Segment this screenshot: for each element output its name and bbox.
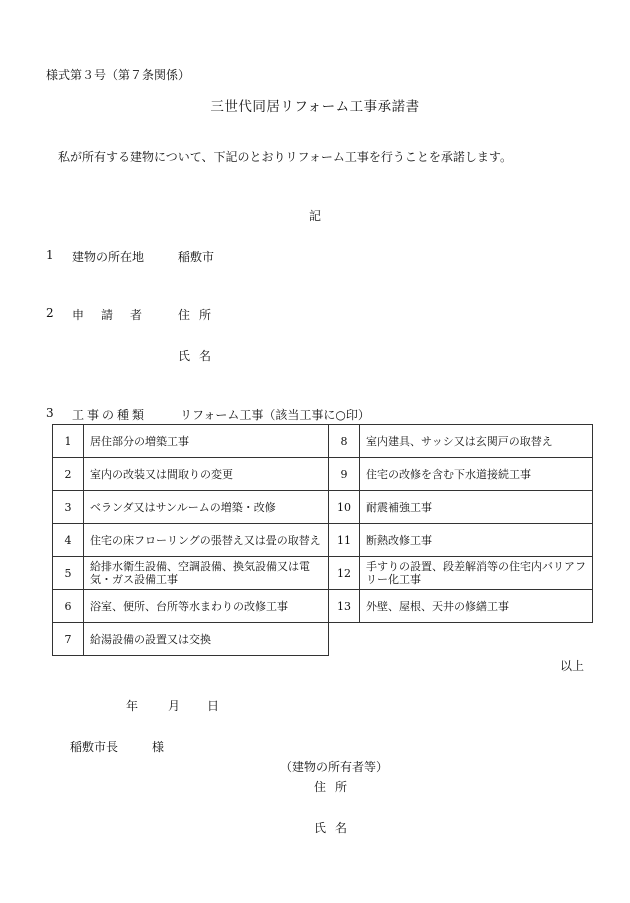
- work-type: 断熱改修工事: [360, 524, 593, 557]
- addressee: 稲敷市長: [70, 740, 119, 754]
- form-number: 様式第３号（第７条関係）: [46, 68, 191, 82]
- work-number: 9: [329, 458, 360, 491]
- works-table: [52, 424, 593, 656]
- work-number: 10: [329, 491, 360, 524]
- owner-label: （建物の所有者等）: [280, 760, 389, 774]
- work-number: 3: [53, 491, 84, 524]
- ki-heading: 記: [308, 209, 321, 223]
- date-year-label: 年: [126, 699, 139, 713]
- work-type: 住宅の床フローリングの張替え又は畳の取替え: [84, 524, 329, 557]
- work-type: 室内建具、サッシ又は玄関戸の取替え: [360, 425, 593, 458]
- table-row: [53, 590, 593, 623]
- work-type: 耐震補強工事: [360, 491, 593, 524]
- empty-cell: [360, 623, 593, 656]
- work-number: 7: [53, 623, 84, 656]
- work-number: 8: [329, 425, 360, 458]
- owner-name-label: 氏名: [314, 821, 357, 835]
- table-row: [53, 425, 593, 458]
- work-number: 4: [53, 524, 84, 557]
- consent-statement: 私が所有する建物について、下記のとおりリフォーム工事を行うことを承諾します。: [58, 150, 512, 164]
- addressee-honorific: 様: [152, 740, 165, 754]
- work-type: 浴室、便所、台所等水まわりの改修工事: [84, 590, 329, 623]
- work-type: 給湯設備の設置又は交換: [84, 623, 329, 656]
- work-type: 給排水衛生設備、空調設備、換気設備又は電気・ガス設備工事: [84, 557, 329, 590]
- document-title: 三世代同居リフォーム工事承諾書: [210, 99, 420, 115]
- work-type: ベランダ又はサンルームの増築・改修: [84, 491, 329, 524]
- table-row: [53, 458, 593, 491]
- item2-label: 申請者: [72, 308, 160, 322]
- work-number: 11: [329, 524, 360, 557]
- empty-cell: [329, 623, 360, 656]
- table-row: [53, 524, 593, 557]
- table-row: [53, 491, 593, 524]
- item3-label: 工事の種類: [72, 408, 148, 422]
- work-number: 1: [53, 425, 84, 458]
- table-row: [53, 623, 593, 656]
- table-row: [53, 557, 593, 590]
- applicant-name-label: 氏名: [178, 349, 221, 363]
- work-number: 2: [53, 458, 84, 491]
- work-number: 6: [53, 590, 84, 623]
- item1-label: 建物の所在地: [72, 250, 145, 264]
- closing-ijo: 以上: [560, 659, 585, 673]
- item3-number: 3: [46, 406, 54, 420]
- item1-number: 1: [46, 248, 54, 262]
- date-day-label: 日: [207, 699, 220, 713]
- owner-address-label: 住所: [314, 780, 357, 794]
- item3-value: リフォーム工事（該当工事に○印）: [180, 408, 370, 422]
- work-type: 居住部分の増築工事: [84, 425, 329, 458]
- work-number: 12: [329, 557, 360, 590]
- date-month-label: 月: [168, 699, 181, 713]
- work-type: 手すりの設置、段差解消等の住宅内バリアフリー化工事: [360, 557, 593, 590]
- work-number: 13: [329, 590, 360, 623]
- item1-value: 稲敷市: [178, 250, 215, 264]
- applicant-address-label: 住所: [178, 308, 221, 322]
- item2-number: 2: [46, 306, 54, 320]
- work-type: 室内の改装又は間取りの変更: [84, 458, 329, 491]
- work-type: 外壁、屋根、天井の修繕工事: [360, 590, 593, 623]
- work-number: 5: [53, 557, 84, 590]
- work-type: 住宅の改修を含む下水道接続工事: [360, 458, 593, 491]
